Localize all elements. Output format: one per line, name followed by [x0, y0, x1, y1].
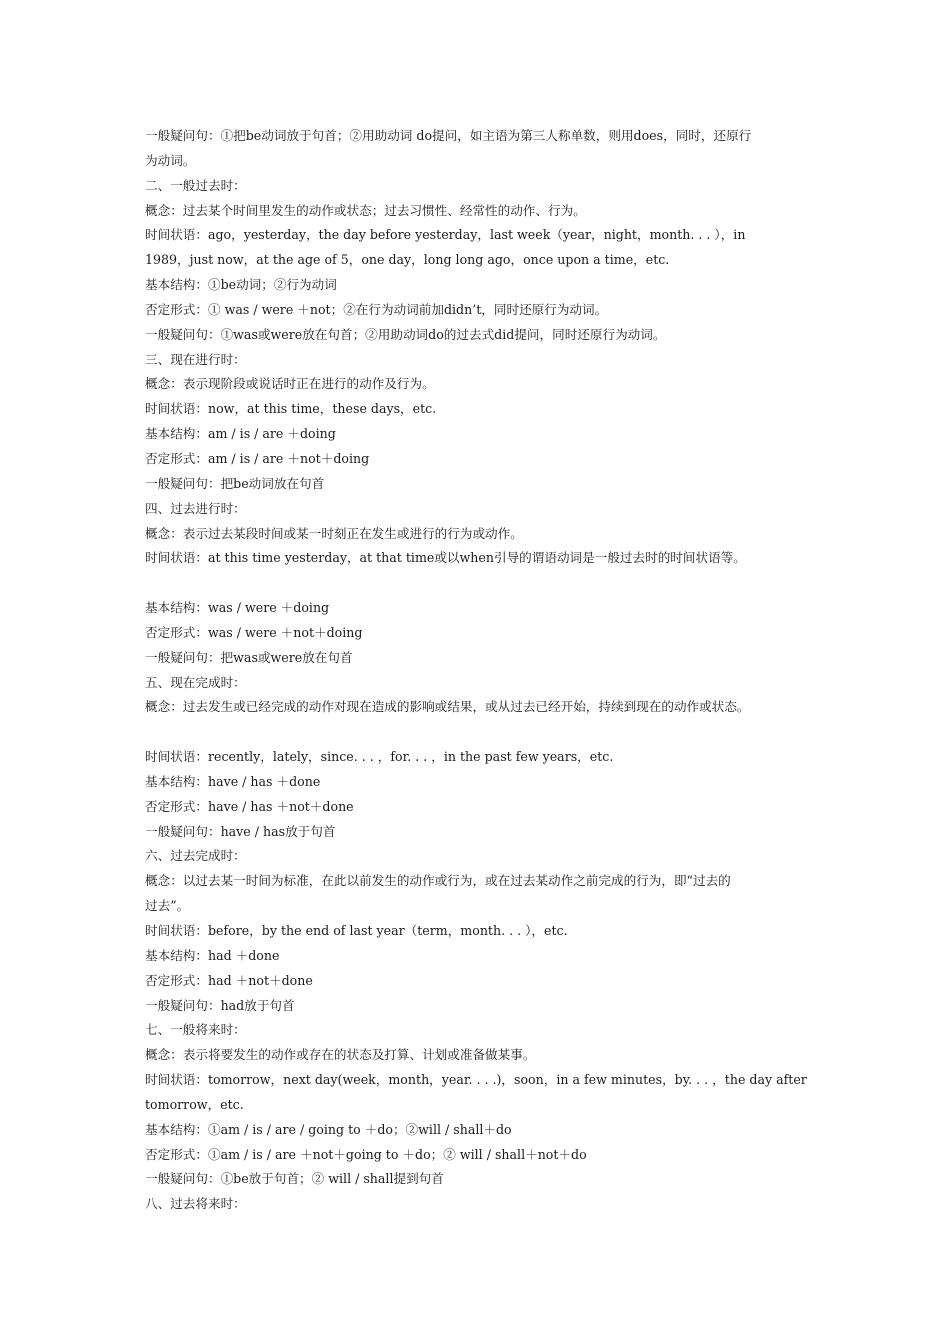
- document-body: [145, 124, 815, 1217]
- text-line: 基本结构：①be动词；②行为动词: [145, 277, 337, 293]
- text-line: 否定形式：am / is / are ＋not＋doing: [145, 450, 370, 466]
- text-line: 概念：表示将要发生的动作或存在的状态及打算、计划或准备做某事。: [145, 1047, 536, 1063]
- text-line: 七、一般将来时：: [145, 1022, 246, 1038]
- text-line: 一般疑问句：had放于句首: [145, 997, 295, 1013]
- text-line: 否定形式：have / has ＋not＋done: [145, 798, 354, 814]
- text-line: 基本结构：am / is / are ＋doing: [145, 426, 336, 442]
- text-line: 1989，just now，at the age of 5，one day，long long ago，once upon a time，etc.: [145, 252, 670, 268]
- text-line: 一般疑问句：have / has放于句首: [145, 823, 336, 839]
- text-line: 时间状语：now，at this time，these days，etc.: [145, 401, 437, 417]
- text-line: 概念：过去某个时间里发生的动作或状态；过去习惯性、经常性的动作、行为。: [145, 202, 586, 218]
- text-line: 概念：以过去某一时间为标准，在此以前发生的动作或行为，或在过去某动作之前完成的行为，即“过去的: [145, 873, 731, 889]
- text-line: 过去”。: [145, 898, 190, 914]
- text-line: 否定形式：①am / is / are ＋not＋going to ＋do；② will / shall＋not＋do: [145, 1146, 587, 1162]
- text-line: 六、过去完成时：: [145, 848, 246, 864]
- text-line: 概念：表示过去某段时间或某一时刻正在发生或进行的行为或动作。: [145, 525, 523, 541]
- text-line: 时间状语：before，by the end of last year（term，month. . . ），etc.: [145, 923, 568, 938]
- text-line: 一般疑问句：把was或were放在句首: [145, 649, 353, 665]
- text-line: 三、现在进行时：: [145, 351, 246, 367]
- text-line: 基本结构：①am / is / are / going to ＋do；②will / shall＋do: [145, 1121, 512, 1137]
- text-line: 一般疑问句：①be放于句首；② will / shall提到句首: [145, 1171, 444, 1187]
- text-line: 时间状语：tomorrow，next day(week，month，year. . . .)，soon，in a few minutes，by. . . ，the day after: [145, 1072, 807, 1088]
- text-line: 五、现在完成时：: [145, 674, 246, 690]
- text-line: 否定形式：① was / were ＋not；②在行为动词前加didn’t，同时还原行为动词。: [145, 301, 608, 317]
- text-line: 否定形式：was / were ＋not＋doing: [145, 624, 363, 640]
- text-line: 四、过去进行时：: [145, 500, 246, 516]
- blank-line: [145, 720, 815, 745]
- text-line: 时间状语：ago，yesterday，the day before yesterday，last week（year，night，month. . . ），in: [145, 227, 746, 243]
- text-line: 概念：表示现阶段或说话时正在进行的动作及行为。: [145, 376, 435, 392]
- text-line: 一般疑问句：①把be动词放于句首；②用助动词 do提问，如主语为第三人称单数，则用does，同时，还原行: [145, 128, 752, 143]
- text-line: 基本结构：have / has ＋done: [145, 773, 321, 789]
- text-line: 时间状语：recently，lately，since. . . ，for. . . ，in the past few years，etc.: [145, 749, 614, 765]
- text-line: 八、过去将来时：: [145, 1196, 246, 1212]
- text-line: 基本结构：had ＋done: [145, 947, 280, 963]
- text-line: 时间状语：at this time yesterday，at that time或以when引导的谓语动词是一般过去时的时间状语等。: [145, 550, 746, 566]
- text-line: 为动词。: [145, 152, 196, 168]
- text-line: 否定形式：had ＋not＋done: [145, 972, 313, 988]
- text-line: 一般疑问句：①was或were放在句首；②用助动词do的过去式did提问，同时还原行为动词。: [145, 326, 666, 342]
- text-line: 基本结构：was / were ＋doing: [145, 600, 330, 616]
- text-line: 一般疑问句：把be动词放在句首: [145, 475, 325, 491]
- text-line: tomorrow，etc.: [145, 1096, 244, 1112]
- text-line: 概念：过去发生或已经完成的动作对现在造成的影响或结果，或从过去已经开始，持续到现在的动作或状态。: [145, 699, 750, 715]
- text-line: 二、一般过去时：: [145, 177, 246, 193]
- blank-line: [145, 571, 815, 596]
